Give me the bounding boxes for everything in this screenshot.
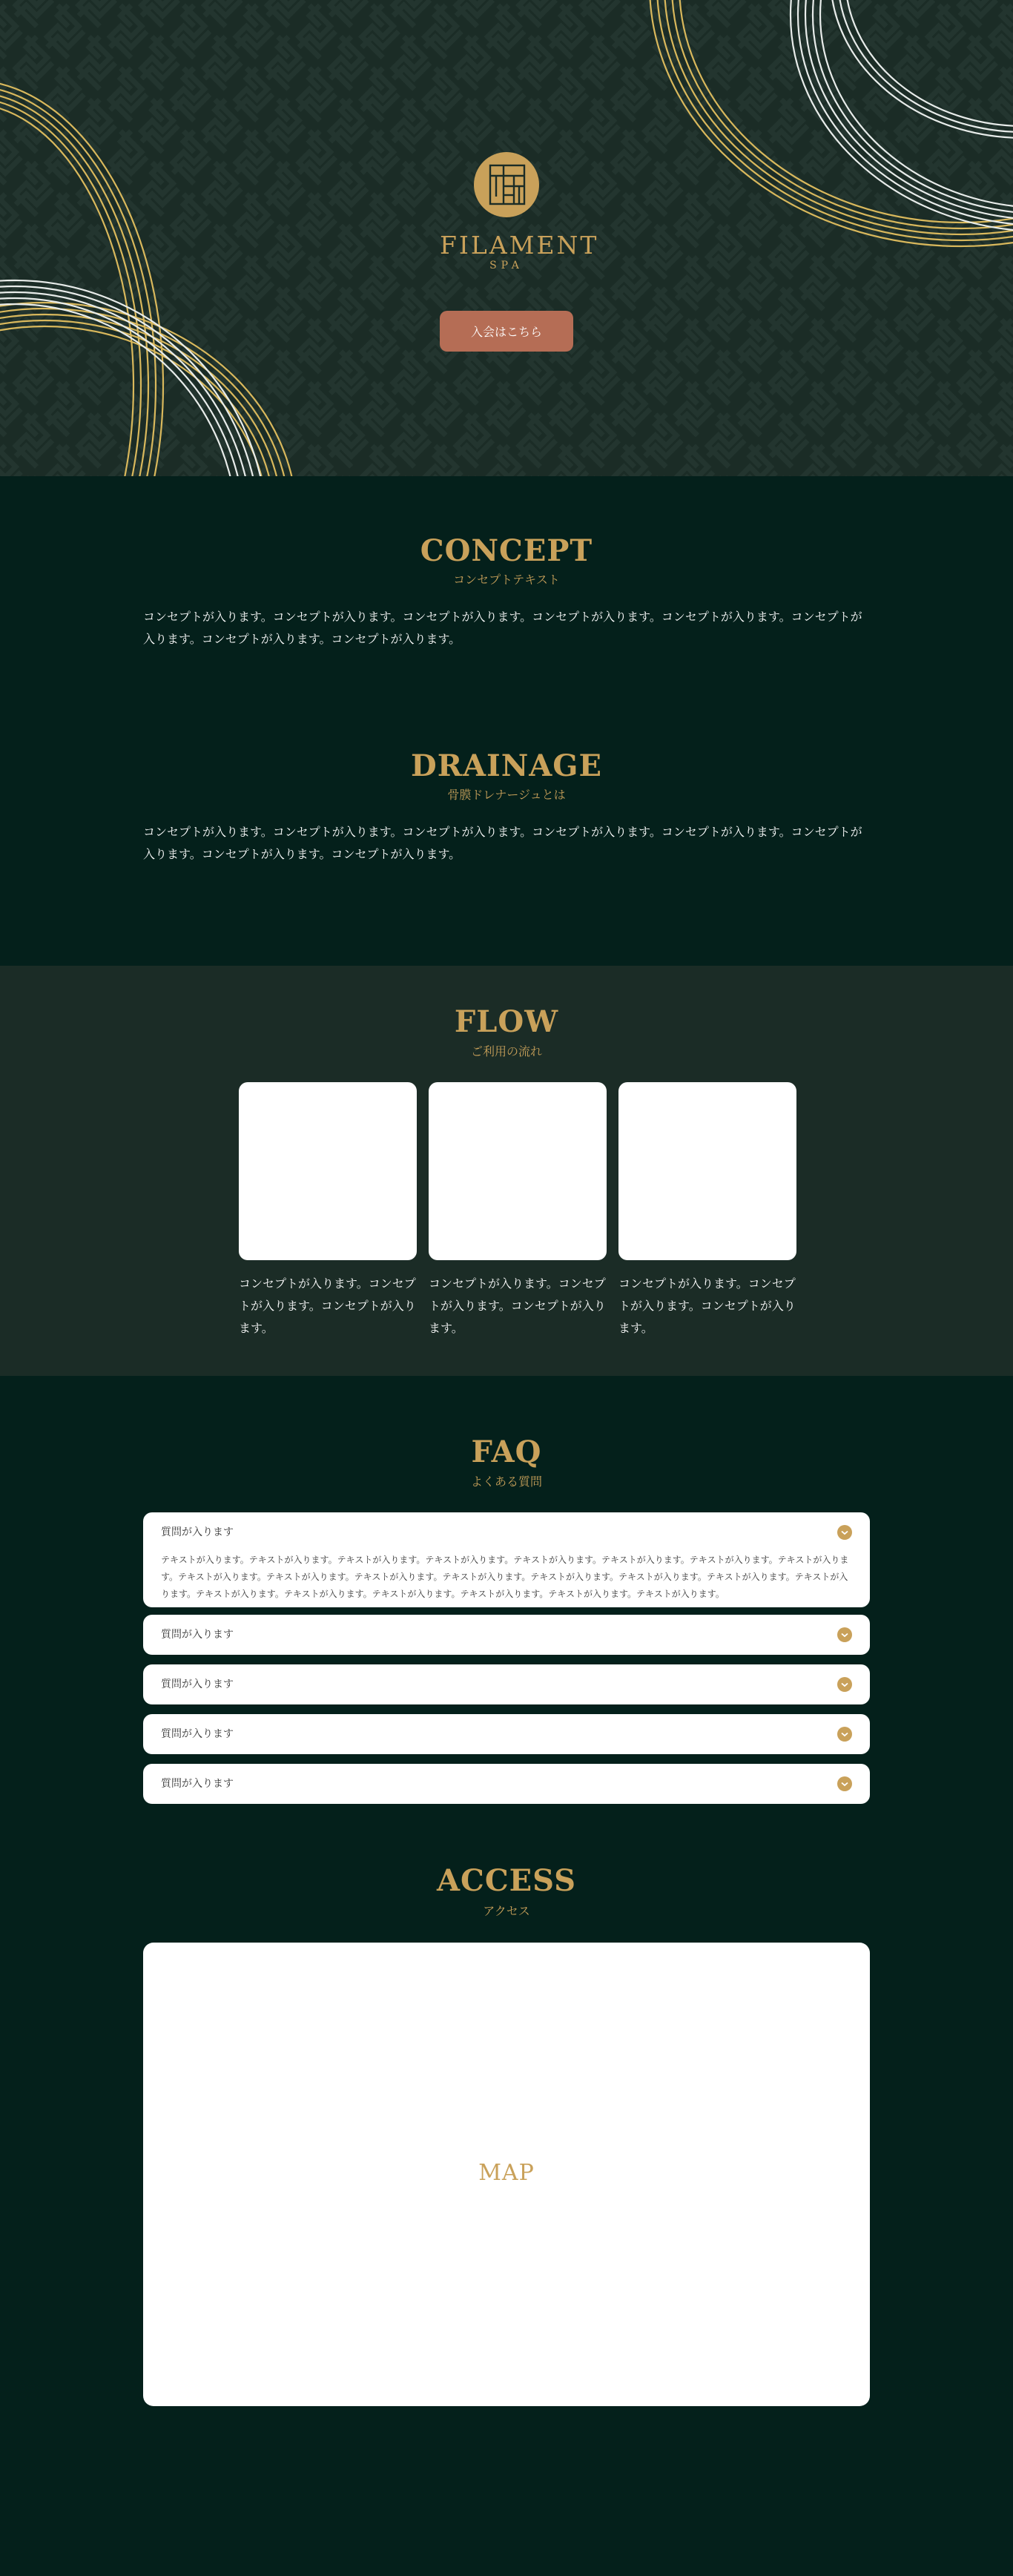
chevron-down-icon[interactable] (837, 1677, 852, 1692)
flow-step-text: コンセプトが入ります。コンセプトが入ります。コンセプトが入ります。 (618, 1277, 796, 1335)
drainage-title: DRAINAGE (411, 748, 602, 783)
flow-step-image (239, 1082, 417, 1260)
chevron-down-icon[interactable] (837, 1727, 852, 1742)
drainage-text: コンセプトが入ります。コンセプトが入ります。コンセプトが入ります。コンセプトが入ります。コンセプトが入ります。コンセプトが入ります。コンセプトが入ります。コンセプトが入ります。 (143, 825, 862, 861)
faq-item[interactable] (143, 1714, 870, 1754)
map-label: MAP (478, 2160, 535, 2186)
flow-subtitle: ご利用の流れ (470, 1044, 542, 1058)
access-subtitle: アクセス (483, 1904, 530, 1918)
brand-subtitle: SPA (489, 260, 524, 271)
concept-title: CONCEPT (420, 533, 593, 568)
chevron-down-icon[interactable] (837, 1525, 852, 1540)
faq-subtitle: よくある質問 (470, 1475, 542, 1489)
faq-item[interactable] (143, 1664, 870, 1704)
faq-item[interactable] (143, 1615, 870, 1655)
access-title: ACCESS (436, 1863, 577, 1898)
chevron-down-icon[interactable] (837, 1627, 852, 1642)
map[interactable] (143, 1943, 870, 2406)
filament-lattice-icon (474, 152, 539, 217)
flow-step-text: コンセプトが入ります。コンセプトが入ります。コンセプトが入ります。 (239, 1277, 416, 1335)
flow-title: FLOW (454, 1004, 559, 1039)
faq-question: 質問が入ります (161, 1728, 234, 1740)
hero (0, 0, 1013, 476)
faq-answer: テキストが入ります。テキストが入ります。テキストが入ります。テキストが入ります。テキストが入ります。テキストが入ります。テキストが入ります。テキストが入ります。テキストが入ります。テキストが入ります。テキストが入ります。テキストが入ります。テキストが入ります。テキストが入ります。テキストが入ります。テキストが入ります。テキストが入ります。テキストが入ります。テキストが入ります。テキストが入ります。テキストが入ります。テキストが入ります。 (161, 1555, 849, 1599)
brand-name: FILAMENT (440, 231, 599, 260)
faq-title: FAQ (471, 1434, 542, 1469)
flow-step-text: コンセプトが入ります。コンセプトが入ります。コンセプトが入ります。 (429, 1277, 606, 1335)
faq-question: 質問が入ります (161, 1679, 234, 1690)
faq-question: 質問が入ります (161, 1778, 234, 1790)
flow-step-image (429, 1082, 607, 1260)
faq-item[interactable] (143, 1764, 870, 1804)
brand-logo[interactable] (440, 152, 599, 272)
concept-subtitle: コンセプトテキスト (453, 573, 560, 587)
faq-item[interactable] (143, 1512, 870, 1607)
join-button[interactable]: 入会はこちら (440, 311, 573, 352)
faq-question: 質問が入ります (161, 1526, 234, 1538)
faq-question: 質問が入ります (161, 1629, 234, 1641)
flow-step-image (618, 1082, 796, 1260)
chevron-down-icon[interactable] (837, 1776, 852, 1791)
drainage-subtitle: 骨膜ドレナージュとは (447, 788, 566, 802)
concept-text: コンセプトが入ります。コンセプトが入ります。コンセプトが入ります。コンセプトが入ります。コンセプトが入ります。コンセプトが入ります。コンセプトが入ります。コンセプトが入ります。 (143, 610, 862, 646)
